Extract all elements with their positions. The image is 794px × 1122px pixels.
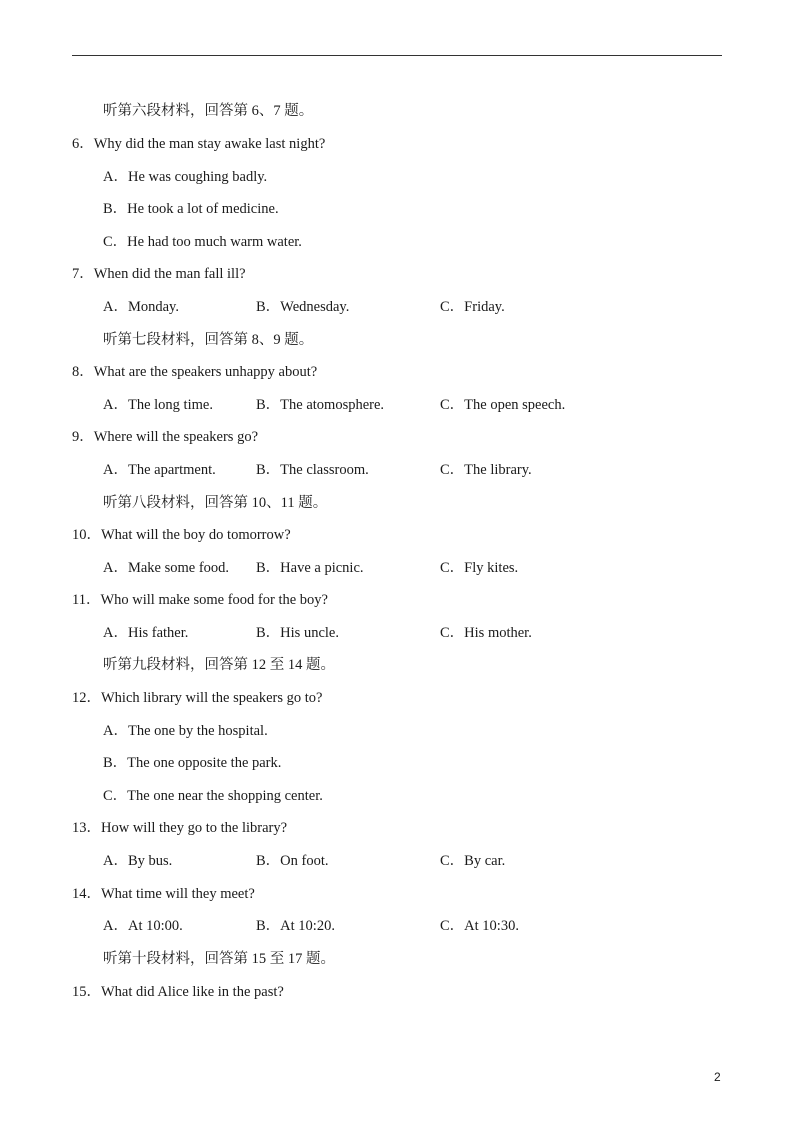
- option-11c: C．His mother.: [440, 625, 532, 641]
- option-13c: C．By car.: [440, 853, 506, 869]
- option-14a: A．At 10:00.: [103, 918, 183, 934]
- option-7a: A．Monday.: [103, 299, 179, 315]
- option-10a: A．Make some food.: [103, 560, 230, 576]
- option-9a: A．The apartment.: [103, 462, 216, 478]
- option-9b: B．The classroom.: [256, 462, 369, 478]
- question-15: 15．What did Alice like in the past?: [72, 984, 284, 1000]
- option-13a: A．By bus.: [103, 853, 173, 869]
- option-13b: B．On foot.: [256, 853, 329, 869]
- option-12c: C．The one near the shopping center.: [103, 788, 323, 804]
- option-14c: C．At 10:30.: [440, 918, 519, 934]
- section-instruction-7: 听第七段材料，回答第 8、9 题。: [103, 332, 314, 348]
- option-8c: C．The open speech.: [440, 397, 566, 413]
- question-7: 7．When did the man fall ill?: [72, 266, 246, 282]
- option-6c: C．He had too much warm water.: [103, 234, 302, 250]
- question-12: 12．Which library will the speakers go to?: [72, 690, 323, 706]
- question-8: 8．What are the speakers unhappy about?: [72, 364, 318, 380]
- option-12a: A．The one by the hospital.: [103, 723, 268, 739]
- section-instruction-8: 听第八段材料，回答第 10、11 题。: [103, 495, 328, 511]
- option-7c: C．Friday.: [440, 299, 505, 315]
- option-8a: A．The long time.: [103, 397, 213, 413]
- question-13: 13．How will they go to the library?: [72, 820, 288, 836]
- question-10: 10．What will the boy do tomorrow?: [72, 527, 291, 543]
- question-14: 14．What time will they meet?: [72, 886, 255, 902]
- section-instruction-10: 听第十段材料，回答第 15 至 17 题。: [103, 951, 335, 967]
- option-10b: B．Have a picnic.: [256, 560, 364, 576]
- option-11b: B．His uncle.: [256, 625, 339, 641]
- option-9c: C．The library.: [440, 462, 532, 478]
- option-14b: B．At 10:20.: [256, 918, 335, 934]
- question-6: 6．Why did the man stay awake last night?: [72, 136, 326, 152]
- option-6a: A．He was coughing badly.: [103, 169, 268, 185]
- section-instruction-9: 听第九段材料，回答第 12 至 14 题。: [103, 657, 335, 673]
- option-7b: B．Wednesday.: [256, 299, 350, 315]
- question-9: 9．Where will the speakers go?: [72, 429, 259, 445]
- option-12b: B．The one opposite the park.: [103, 755, 282, 771]
- page-number: 2: [714, 1070, 721, 1084]
- header-rule: [72, 55, 722, 56]
- option-11a: A．His father.: [103, 625, 189, 641]
- option-10c: C．Fly kites.: [440, 560, 519, 576]
- option-6b: B．He took a lot of medicine.: [103, 201, 279, 217]
- question-11: 11．Who will make some food for the boy?: [72, 592, 328, 608]
- section-instruction-6: 听第六段材料，回答第 6、7 题。: [103, 103, 314, 119]
- option-8b: B．The atomosphere.: [256, 397, 385, 413]
